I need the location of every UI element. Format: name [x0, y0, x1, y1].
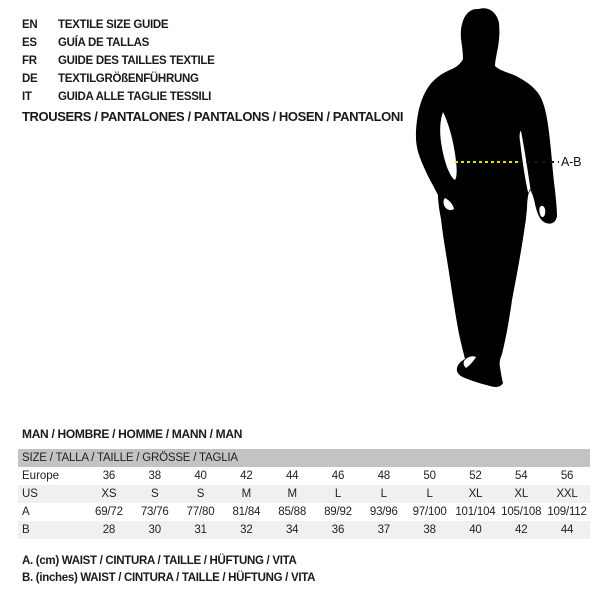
size-table-header: SIZE / TALLA / TAILLE / GRÖSSE / TAGLIA: [18, 449, 590, 467]
size-cell: 38: [148, 470, 161, 482]
lang-row-en: [22, 19, 168, 31]
lang-code: FR: [22, 55, 37, 67]
footnote-a: A. (cm) WAIST / CINTURA / TAILLE / HÜFTUNG / VITA: [22, 555, 297, 567]
size-cell: 44: [285, 470, 299, 482]
size-cell: 42: [515, 524, 528, 536]
size-cell: S: [150, 488, 159, 500]
size-cell: 36: [102, 470, 116, 482]
size-cell: XL: [514, 488, 529, 500]
footnote-b: B. (inches) WAIST / CINTURA / TAILLE / HÜFTUNG / VITA: [22, 572, 316, 584]
size-cell: 42: [240, 470, 253, 482]
size-cell: L: [380, 488, 387, 500]
size-cell: 56: [560, 470, 574, 482]
size-cell: 40: [194, 470, 207, 482]
size-cell: 52: [469, 470, 482, 482]
lang-label: TEXTILGRÖßENFÜHRUNG: [58, 73, 199, 85]
row-label: B: [22, 524, 30, 536]
lang-code: IT: [22, 91, 32, 103]
lang-code: DE: [22, 73, 38, 85]
size-cell: 105/108: [501, 506, 542, 518]
size-cell: 40: [469, 524, 482, 536]
lang-code: ES: [22, 37, 37, 49]
size-cell: 89/92: [324, 506, 352, 518]
lang-label: TEXTILE SIZE GUIDE: [58, 19, 169, 31]
table-row-us: [18, 485, 590, 503]
lang-row-it: [22, 91, 211, 103]
waist-measure-label: A-B: [561, 155, 582, 169]
size-cell: 101/104: [455, 506, 496, 518]
size-cell: L: [426, 488, 433, 500]
size-cell: 73/76: [140, 506, 169, 518]
size-table: [18, 449, 590, 539]
size-cell: 69/72: [95, 506, 123, 518]
size-cell: 81/84: [232, 506, 261, 518]
size-cell: 30: [148, 524, 161, 536]
size-cell: 48: [377, 470, 390, 482]
waist-measure-line-black: [518, 161, 559, 163]
size-cell: 77/80: [186, 506, 215, 518]
size-cell: L: [334, 488, 342, 500]
section-title-man: MAN / HOMBRE / HOMME / MANN / MAN: [22, 427, 243, 441]
size-cell: 93/96: [369, 506, 398, 518]
size-cell: 54: [515, 470, 528, 482]
size-cell: 31: [194, 524, 207, 536]
size-cell: 85/88: [278, 506, 307, 518]
lang-label: GUIDA ALLE TAGLIE TESSILI: [58, 91, 212, 103]
size-table-rows: [18, 467, 590, 539]
size-cell: 32: [240, 524, 253, 536]
size-cell: 34: [285, 524, 299, 536]
size-cell: 50: [423, 470, 436, 482]
size-cell: 44: [560, 524, 574, 536]
lang-label: GUIDE DES TAILLES TEXTILE: [58, 55, 215, 67]
table-row-b: [18, 521, 590, 539]
row-label: Europe: [22, 470, 60, 482]
size-cell: S: [196, 488, 205, 500]
size-cell: M: [241, 488, 252, 500]
lang-row-es: [22, 37, 149, 49]
man-silhouette-figure: [395, 0, 600, 410]
size-cell: 37: [377, 524, 390, 536]
lang-label: GUÍA DE TALLAS: [58, 37, 149, 49]
man-silhouette-icon: [395, 0, 600, 410]
table-row-a: [18, 503, 590, 521]
row-label: US: [22, 488, 38, 500]
size-cell: 28: [102, 524, 116, 536]
size-cell: 109/112: [547, 506, 587, 518]
category-title: TROUSERS / PANTALONES / PANTALONS / HOSEN / PANTALONI: [22, 109, 404, 124]
size-cell: 46: [331, 470, 345, 482]
size-cell: XXL: [556, 488, 578, 500]
table-row-europe: [18, 467, 590, 485]
size-cell: 36: [331, 524, 345, 536]
lang-row-fr: [22, 55, 215, 67]
size-cell: 38: [423, 524, 436, 536]
waist-measure-line-yellow: [455, 161, 518, 163]
size-cell: XL: [468, 488, 483, 500]
size-cell: M: [287, 488, 297, 500]
size-cell: XS: [101, 488, 117, 500]
lang-row-de: [22, 73, 199, 85]
row-label: A: [22, 506, 30, 518]
lang-code: EN: [22, 19, 38, 31]
size-cell: 97/100: [412, 506, 447, 518]
